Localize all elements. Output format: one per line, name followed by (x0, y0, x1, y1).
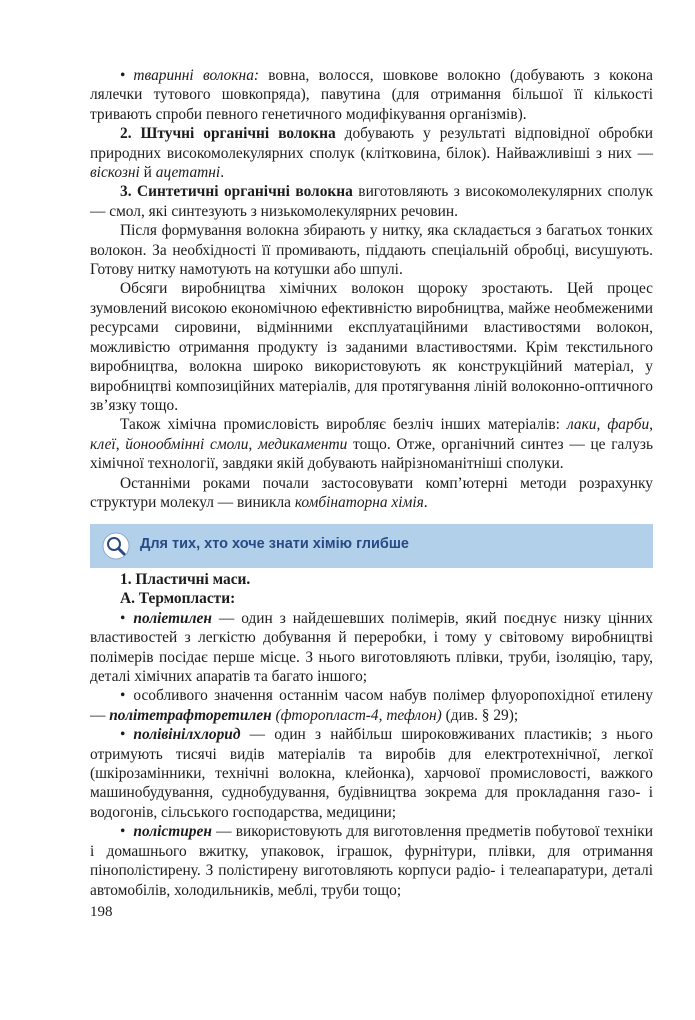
list-item-polyethylene (90, 609, 653, 687)
magnifier-icon (102, 532, 130, 560)
paragraph-animal-fibers (90, 66, 653, 124)
paragraph-text: . (220, 164, 225, 182)
paragraph-text: Також хімічна промисловість виробляє безліч інших матеріалів: (120, 416, 567, 434)
list-item-text: особливого значення останнім часом набув полімер флуоропохідної етилену — (90, 687, 653, 724)
term-materials: лаки, фарби, клеї, йонообмінні смоли, медикаменти (90, 416, 653, 453)
term-acetate: ацетатні (155, 164, 221, 182)
paragraph-fiber-forming: Після формування волокна збирають у нитку, яка складається з багатьох тонких волокон. За необхідності її промивають, піддають спеціальній обробці, висушують. Готову нитку намотують на котушки або шпулі. (90, 222, 653, 279)
paragraph-production-volume: Обсяги виробництва хімічних волокон щороку зростають. Цей процес зумовлений високою економічною ефективністю виробництва, майже необмеженими ресурсами сировини, відмінними експлуатаційними властивостями волокон, можливістю отримання продукту із заданими властивостями. Крім текстильного виробництва, волокна широко використовують як конструкційний матеріал, у виробництві композиційних матеріалів, для протягування ліній волоконно-оптичного зв’язку тощо. (90, 280, 653, 414)
term-combinatorial-chemistry: комбінаторна хімія (294, 493, 424, 511)
heading-artificial-fibers: 2. Штучні органічні волокна (120, 125, 336, 143)
paragraph-text: Останніми роками почали застосовувати комп’ютерні методи розрахунку структури молекул — виникла (90, 474, 653, 511)
paragraph-text: виготовляють з високомолекулярних сполук — смол, які синтезують з низькомолекулярних речовин. (90, 183, 653, 220)
paragraph-artificial-fibers (90, 124, 653, 182)
term-ptfe-aliases: (фторопласт-4, тефлон) (271, 706, 442, 724)
page-number: 198 (90, 904, 113, 920)
list-item-text: — один з найдешевших полімерів, який поєднує низку цінних властивостей з легкістю добування й переробки, і тому у світовому виробництві полімерів посідає перше місце. З нього виготовляють плівки, труби, ізоляцію, тару, деталі хімічних апаратів та багато іншого; (90, 609, 653, 686)
list-item-ptfe (90, 686, 653, 725)
section-heading-text: 1. Пластичні маси. (120, 571, 251, 588)
section-heading-thermoplastics (90, 589, 653, 608)
deeper-knowledge-banner (90, 524, 653, 568)
list-item-text: — використовують для виготовлення предметів побутової техніки і домашнього вжитку, упаковок, іграшок, фурнітури, плівки, для отримання пінополістирену. З полістирену виготовляють корпуси радіо- і телеапаратури, деталі автомобілів, холодильників, меблі, труби тощо; (90, 823, 653, 899)
paragraph-text: й (139, 164, 156, 182)
main-text (90, 66, 653, 512)
banner-title: Для тих, хто хоче знати хімію глибше (140, 536, 409, 552)
section-heading-plastics (90, 570, 653, 589)
paragraph-text: тощо. Отже, органічний синтез — це галузь хімічної технології, завдяки якій добувають найрізноманітніші сполуки. (90, 435, 653, 473)
paragraph-synthetic-fibers (90, 182, 653, 221)
paragraph-other-materials (90, 415, 653, 473)
term-polyethylene: поліетилен (133, 609, 212, 627)
list-item-text: — один з найбільш широковживаних пластиків; з нього отримують тисячі видів матеріалів та виробів для електротехнічної, легкої (шкірозамінники, технічні волокна, клейонка), харчової промисловості, важкого машинобудування, суднобудування, будівництва зокрема для прокладання газо- і водогонів, сільського господарства, медицини; (90, 726, 653, 821)
paragraph-text: добувають у результаті відповідної обробки природних високомолекулярних сполук (клітковина, білок). Найважливіші з них — (90, 125, 653, 162)
list-item-polystyrene (90, 822, 653, 900)
paragraph-combinatorial (90, 474, 653, 513)
list-item-text: (див. § 29); (441, 706, 519, 724)
section-heading-text: А. Термопласти: (120, 590, 236, 608)
term-pvc: полівінілхлорид (133, 726, 241, 744)
term-animal-fibers: тваринні волокна: (133, 67, 260, 84)
heading-synthetic-fibers: 3. Синтетичні органічні волокна (120, 183, 353, 201)
paragraph-text: вовна, волосся, шовкове волокно (добувають з кокона лялечки тутового шовкопряда), павутина (для отримання більшої її кількості тривають спроби певного генетичного модифікування організмів). (90, 67, 653, 123)
term-viscose: віскозні (90, 164, 140, 182)
term-polystyrene: полістирен (133, 823, 212, 841)
plastics-section (90, 570, 653, 900)
list-item-pvc (90, 725, 653, 822)
paragraph-text: . (423, 493, 428, 511)
term-ptfe: політетрафторетилен (109, 706, 272, 724)
